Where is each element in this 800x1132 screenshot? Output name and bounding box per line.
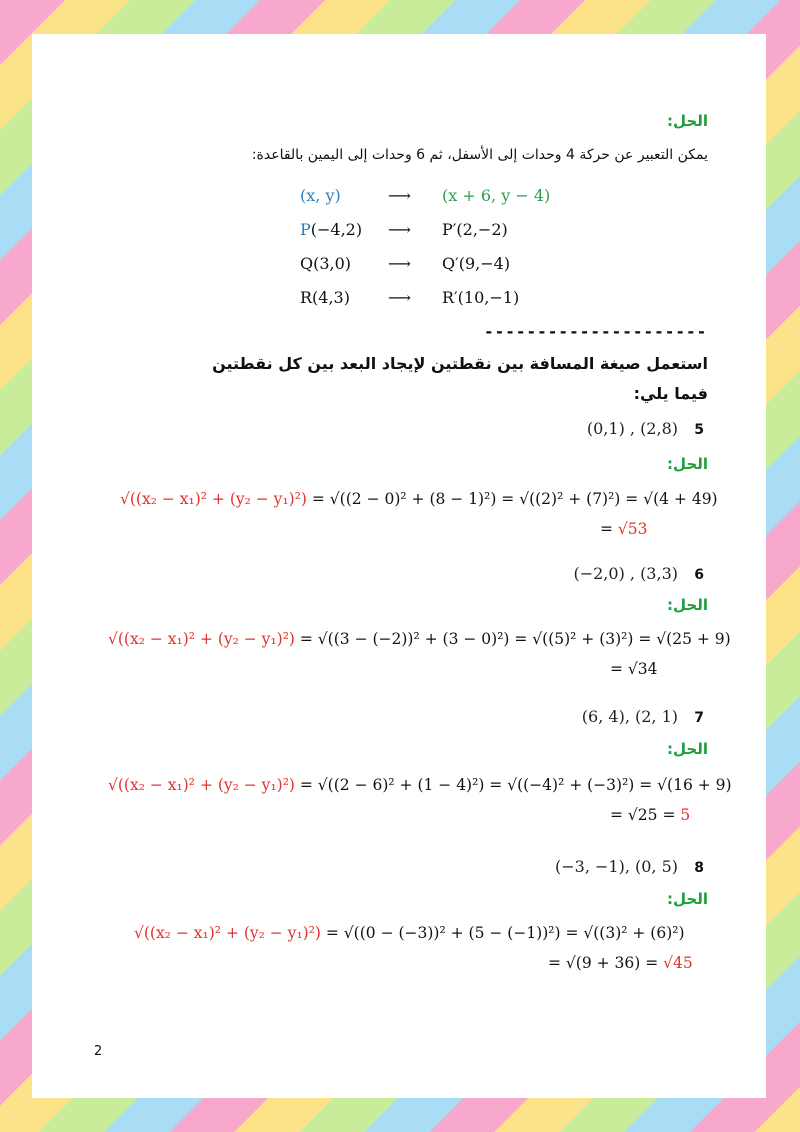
distance-result: = √53 [600,520,648,538]
arrow-icon: ⟶ [388,288,411,307]
mapping-from: Q(3,0) [300,254,352,273]
problem-points: (6, 4), (2, 1) [581,707,678,726]
mapping-to: R′(10,−1) [442,288,520,307]
mapping-from: (x, y) [300,186,341,205]
solution-label: الحل: [667,596,708,614]
intro-text: يمكن التعبير عن حركة 4 وحدات إلى الأسفل، ثم 6 وحدات إلى اليمين بالقاعدة: [251,147,708,163]
distance-result: = √34 [610,660,658,678]
solution-label: الحل: [667,455,708,473]
distance-equation: √((x₂ − x₁)² + (y₂ − y₁)²) = √((0 − (−3))² + (5 − (−1))²) = √((3)² + (6)²) [134,924,685,942]
distance-result: = √(9 + 36) = √45 [548,954,693,972]
problem-points: (0,1) , (2,8) [586,419,678,438]
distance-result: = √25 = 5 [610,806,691,824]
instruction-line-1: استعمل صيغة المسافة بين نقطتين لإيجاد البعد بين كل نقطتين [212,354,708,373]
distance-equation: √((x₂ − x₁)² + (y₂ − y₁)²) = √((3 − (−2))² + (3 − 0)²) = √((5)² + (3)²) = √(25 + 9) [108,630,731,648]
problem-points: (−2,0) , (3,3) [573,564,678,583]
arrow-icon: ⟶ [388,220,411,239]
mapping-from: P(−4,2) [300,220,363,239]
mapping-to: (x + 6, y − 4) [442,186,551,205]
distance-equation: √((x₂ − x₁)² + (y₂ − y₁)²) = √((2 − 0)² + (8 − 1)²) = √((2)² + (7)²) = √(4 + 49) [120,490,718,508]
distance-formula: √((x₂ − x₁)² + (y₂ − y₁)²) [120,490,307,508]
solution-label: الحل: [667,112,708,130]
problem-points: (−3, −1), (0, 5) [554,857,678,876]
separator-line: --------------------- [484,322,708,341]
problem-number: 6 [694,567,704,583]
problem-number: 8 [694,860,704,876]
problem-number: 7 [694,710,704,726]
mapping-to: Q′(9,−4) [442,254,511,273]
arrow-icon: ⟶ [388,186,411,205]
page-number: 2 [94,1044,103,1059]
problem-number: 5 [694,422,704,438]
instruction-line-2: فيما يلي: [633,384,708,403]
solution-label: الحل: [667,890,708,908]
distance-equation: √((x₂ − x₁)² + (y₂ − y₁)²) = √((2 − 6)² + (1 − 4)²) = √((−4)² + (−3)²) = √(16 + 9) [108,776,732,794]
mapping-to: P′(2,−2) [442,220,508,239]
mapping-from: R(4,3) [300,288,350,307]
arrow-icon: ⟶ [388,254,411,273]
solution-label: الحل: [667,740,708,758]
document-page [32,34,766,1098]
